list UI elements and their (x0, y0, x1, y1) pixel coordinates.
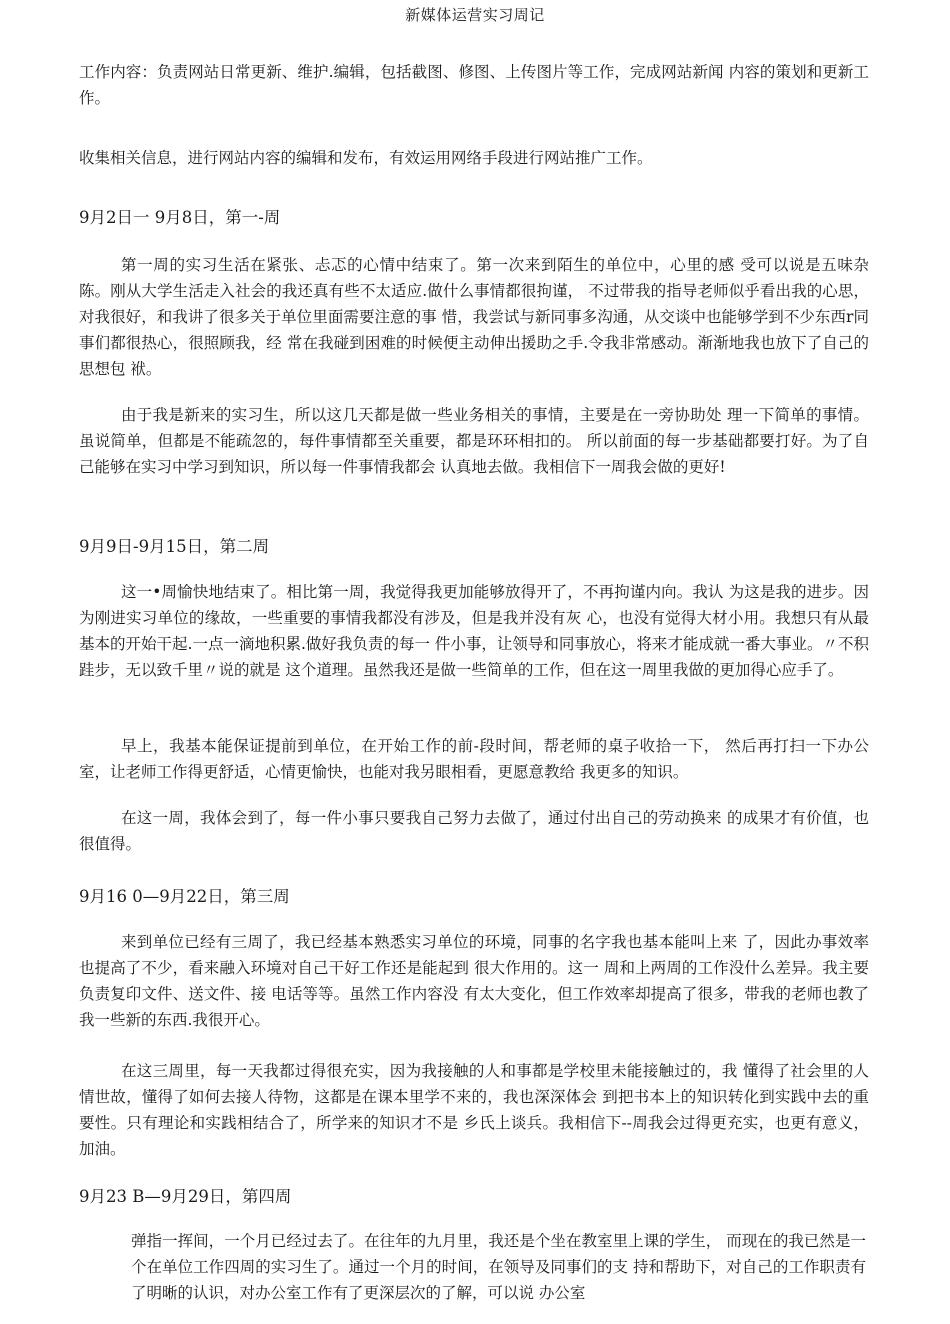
week-2-heading: 9月9日-9月15日，第二周 (79, 537, 270, 556)
document-title: 新媒体运营实习周记 (405, 6, 545, 24)
intro-paragraph-collect-info: 收集相关信息，进行网站内容的编辑和发布，有效运用网络手段进行网站推广工作。 (79, 149, 653, 167)
week-1-paragraph-1: 第一周的实习生活在紧张、忐忑的心情中结束了。第一次来到陌生的单位中，心里的感 受可以说是五味杂陈。刚从大学生活走入社会的我还真有些不太适应.做什么事情都很拘谨， 不过带我的指导老师似乎看出我的心思，对我很好，和我讲了很多关于单位里面需要注意的事 惜，我尝试与新同事多沟通，从交谈中也能够学到不少东西r同事们都很热心，很照顾我，经 常在我碰到困难的时候便主动伸出援助之手.令我非常感动。渐渐地我也放下了自己的思想包 袱。 (79, 256, 869, 378)
week-2-paragraph-2: 早上，我基本能保证提前到单位，在开始工作的前-段时间，帮老师的桌子收拾一下， 然后再打扫一下办公室，让老师工作得更舒适，心情更愉快，也能对我另眼相看，更愿意教给 我更多的知识。 (79, 737, 869, 781)
week-4-paragraph-1: 弹指一挥间，一个月已经过去了。在往年的九月里，我还是个坐在教室里上课的学生， 而现在的我已然是一个在单位工作四周的实习生了。通过一个月的时间，在领导及同事们的支 持和帮助下，对自己的工作职责有了明晰的认识，对办公室工作有了更深层次的了解，可以说 办公室 (131, 1232, 866, 1302)
week-3-heading: 9月16 0—9月22日，第三周 (79, 887, 290, 906)
week-2-paragraph-3: 在这一周，我体会到了，每一件小事只要我自己努力去做了，通过付出自己的劳动换来 的成果才有价值，也很值得。 (79, 809, 869, 853)
week-3-paragraph-2: 在这三周里，每一天我都过得很充实，因为我接触的人和事都是学校里未能接触过的，我 懂得了社会里的人情世故，懂得了如何去接人待物，这都是在课本里学不来的，我也深深体会 到把书本上的知识转化到实践中去的重要性。只有理论和实践相结合了，所学来的知识才不是 乡氏上谈兵。我相信下--周我会过得更充实，也更有意义，加油。 (79, 1062, 869, 1158)
week-4-heading: 9月23 B—9月29日，第四周 (79, 1187, 292, 1206)
week-3-paragraph-1: 来到单位已经有三周了，我已经基本熟悉实习单位的环境，同事的名字我也基本能叫上来 了，因此办事效率也提高了不少，看来融入环境对自己干好工作还是能起到 很大作用的。这一 周和上两周的工作没什么差异。我主要负责复印文件、送文件、接 电话等等。虽然工作内容没 有太大变化，但工作效率却提高了很多，带我的老师也教了我一些新的东西.我很开心。 (79, 933, 869, 1029)
intro-paragraph-work-content: 工作内容：负责网站日常更新、维护.编辑，包括截图、修图、上传图片等工作，完成网站新闻 内容的策划和更新工作。 (79, 63, 869, 107)
week-2-paragraph-1: 这一•周愉快地结束了。相比第一周，我觉得我更加能够放得开了，不再拘谨内向。我认 为这是我的进步。因为刚进实习单位的缘故，一些重要的事情我都没有涉及，但是我并没有灰 心，也没有觉得大材小用。我想只有从最基本的开始干起.一点一滴地积累.做好我负责的每一 件小事，让领导和同事放心，将来才能成就一番大事业。〃不积跬步，无以致千里〃说的就是 这个道理。虽然我还是做一些简单的工作，但在这一周里我做的更加得心应手了。 (79, 583, 869, 679)
week-1-paragraph-2: 由于我是新来的实习生，所以这几天都是做一些业务相关的事情，主要是在一旁协助处 理一下简单的事情。虽说简单，但都是不能疏忽的，每件事情都至关重要，都是环环相扣的。 所以前面的每一步基础都要打好。为了自己能够在实习中学习到知识，所以每一件事情我都会 认真地去做。我相信下一周我会做的更好! (79, 406, 869, 476)
week-1-heading: 9月2日一 9月8日，第一-周 (79, 208, 281, 227)
